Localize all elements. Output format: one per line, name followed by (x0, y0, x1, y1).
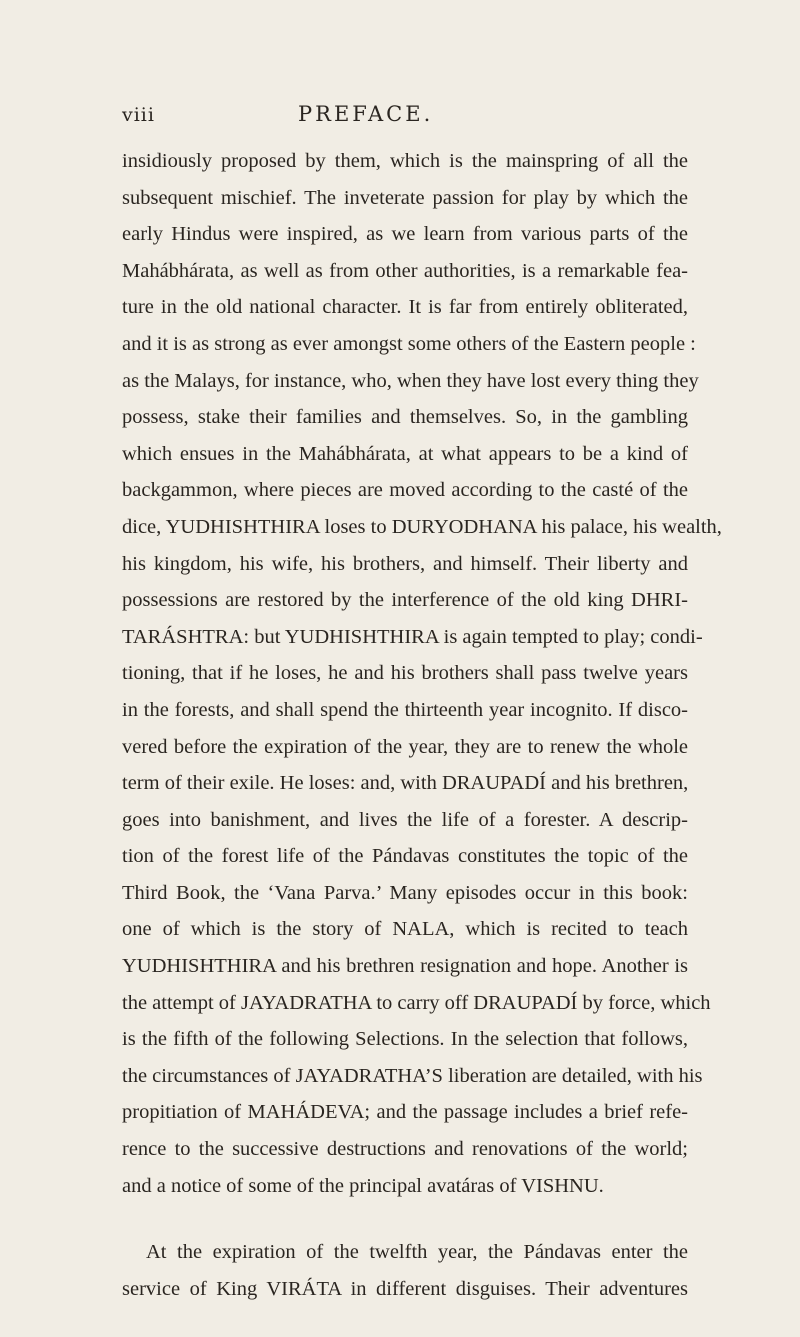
text-line: rence to the successive destructions and renovations of the world; (122, 1138, 688, 1161)
text-line: the circumstances of JAYADRATHA’S liberation are detailed, with his (122, 1064, 703, 1087)
text-line: which ensues in the Mahábhárata, at what appears to be a kind of (122, 442, 688, 465)
text-line: TARÁSHTRA: but YUDHISHTHIRA is again tempted to play; condi- (122, 625, 703, 648)
paragraph (122, 1234, 688, 1307)
text-line: tion of the forest life of the Pándavas constitutes the topic of the (122, 845, 688, 868)
running-title: PREFACE. (298, 102, 434, 126)
text-line: dice, YUDHISHTHIRA loses to DURYODHANA his palace, his wealth, (122, 515, 722, 538)
text-line: ture in the old national character. It is far from entirely obliterated, (122, 296, 688, 319)
page-number: viii (122, 104, 155, 126)
text-line: in the forests, and shall spend the thirteenth year incognito. If disco- (122, 698, 688, 721)
text-line: vered before the expiration of the year, they are to renew the whole (122, 735, 688, 758)
text-line: one of which is the story of NALA, which is recited to teach (122, 918, 688, 941)
text-line: possess, stake their families and themselves. So, in the gambling (122, 406, 688, 429)
text-line: is the fifth of the following Selections. In the selection that follows, (122, 1028, 688, 1051)
text-line: his kingdom, his wife, his brothers, and himself. Their liberty and (122, 552, 688, 575)
text-line: early Hindus were inspired, as we learn from various parts of the (122, 223, 688, 246)
text-line: backgammon, where pieces are moved according to the casté of the (122, 479, 688, 502)
text-line: subsequent mischief. The inveterate passion for play by which the (122, 186, 688, 209)
text-line: and it is as strong as ever amongst some others of the Eastern people : (122, 332, 696, 355)
body-text (122, 143, 722, 1307)
text-line: tioning, that if he loses, he and his brothers shall pass twelve years (122, 662, 688, 685)
text-line: possessions are restored by the interference of the old king DHRI- (122, 589, 688, 612)
text-line: as the Malays, for instance, who, when they have lost every thing they (122, 369, 699, 392)
text-line: and a notice of some of the principal avatáras of VISHNU. (122, 1174, 604, 1197)
text-line: YUDHISHTHIRA and his brethren resignation and hope. Another is (122, 955, 688, 978)
text-line: term of their exile. He loses: and, with DRAUPADÍ and his brethren, (122, 772, 689, 795)
text-line: service of King VIRÁTA in different disguises. Their adventures (122, 1277, 688, 1300)
text-line: Mahábhárata, as well as from other authorities, is a remarkable fea- (122, 259, 688, 282)
page-header (0, 104, 800, 134)
paragraph (122, 143, 722, 1204)
text-line: goes into banishment, and lives the life of a forester. A descrip- (122, 808, 688, 831)
text-line: At the expiration of the twelfth year, the Pándavas enter the (146, 1241, 688, 1264)
text-line: Third Book, the ‘Vana Parva.’ Many episodes occur in this book: (122, 881, 688, 904)
text-line: propitiation of MAHÁDEVA; and the passage includes a brief refe- (122, 1101, 688, 1124)
text-line: the attempt of JAYADRATHA to carry off DRAUPADÍ by force, which (122, 991, 711, 1014)
text-line: insidiously proposed by them, which is the mainspring of all the (122, 150, 688, 172)
paragraph-gap (122, 1204, 688, 1234)
